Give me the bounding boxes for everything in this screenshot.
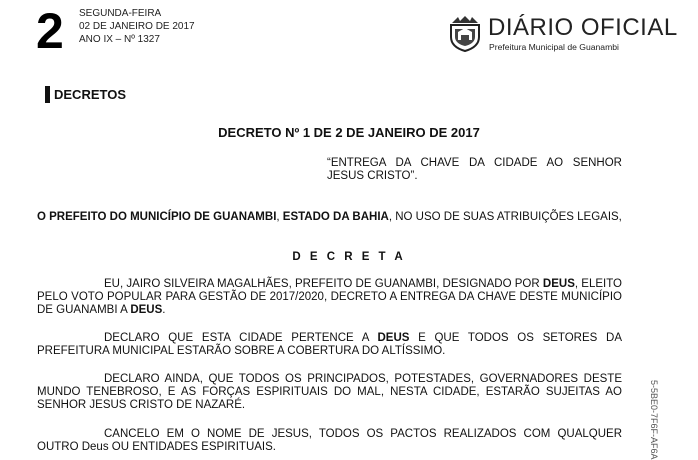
decree-paragraph xyxy=(37,332,622,358)
decreta-heading: D E C R E T A xyxy=(292,251,406,263)
municipal-crest-icon xyxy=(448,14,482,52)
issue-info xyxy=(79,7,195,46)
paragraph-text: , ELEITO PELO VOTO POPULAR PARA GESTÃO DE 2017/2020, DECRETO A ENTREGA DA CHAVE DESTE MUNICÍPIO DE GUANAMBI A xyxy=(37,278,622,316)
section-title: DECRETOS xyxy=(54,87,126,102)
masthead xyxy=(448,14,678,54)
intro-state: ESTADO DA BAHIA xyxy=(282,211,389,223)
paragraph-text: CANCELO EM O NOME DE JESUS, TODOS OS PACTOS REALIZADOS COM QUALQUER OUTRO Deus OU ENTIDADES ESPIRITUAIS. xyxy=(37,428,622,453)
paragraph-emphasis: DEUS xyxy=(542,278,575,290)
document-verification-code xyxy=(648,380,660,460)
decree-epigraph: “ENTREGA DA CHAVE DA CIDADE AO SENHOR JESUS CRISTO”. xyxy=(327,157,622,182)
verification-code-text: 5-5BE0-7F6F-AF6A xyxy=(649,380,659,460)
section-marker xyxy=(45,86,50,103)
paragraph-emphasis: DEUS xyxy=(377,332,410,344)
paragraph-text: E QUE TODOS OS SETORES DA PREFEITURA MUNICIPAL ESTARÃO SOBRE A COBERTURA DO ALTÍSSIMO. xyxy=(37,332,622,357)
decree-paragraph xyxy=(37,428,622,454)
paragraph-text: EU, JAIRO SILVEIRA MAGALHÃES, PREFEITO DE GUANAMBI, DESIGNADO POR xyxy=(104,278,543,290)
decree-paragraph xyxy=(37,278,622,317)
decree-intro xyxy=(37,211,622,224)
decree-paragraph xyxy=(37,373,622,412)
masthead-title: DIÁRIO OFICIAL xyxy=(488,14,678,41)
paragraph-text: DECLARO AINDA, QUE TODOS OS PRINCIPADOS, POTESTADES, GOVERNADORES DESTE MUNDO TENEBROSO, E AS FORÇAS ESPIRITUAIS DO MAL, NESTA CIDADE, ESTARÃO SUJEITAS AO SENHOR JESUS CRISTO DE NAZARÉ. xyxy=(37,373,622,411)
page-number: 2 xyxy=(36,3,64,59)
intro-separator: , xyxy=(276,211,283,223)
issue-weekday: SEGUNDA-FEIRA xyxy=(79,8,162,19)
issue-date: 02 DE JANEIRO DE 2017 xyxy=(79,21,195,32)
intro-authority: O PREFEITO DO MUNICÍPIO DE GUANAMBI xyxy=(37,211,277,223)
paragraph-text: . xyxy=(162,304,166,316)
paragraph-emphasis: DEUS xyxy=(130,304,163,316)
intro-rest: , NO USO DE SUAS ATRIBUIÇÕES LEGAIS, xyxy=(388,211,622,223)
issue-edition: ANO IX – Nº 1327 xyxy=(79,34,160,45)
paragraph-text: DECLARO QUE ESTA CIDADE PERTENCE A xyxy=(104,332,378,344)
masthead-subtitle: Prefeitura Municipal de Guanambi xyxy=(489,42,619,52)
decree-title: DECRETO Nº 1 DE 2 DE JANEIRO DE 2017 xyxy=(218,125,480,140)
